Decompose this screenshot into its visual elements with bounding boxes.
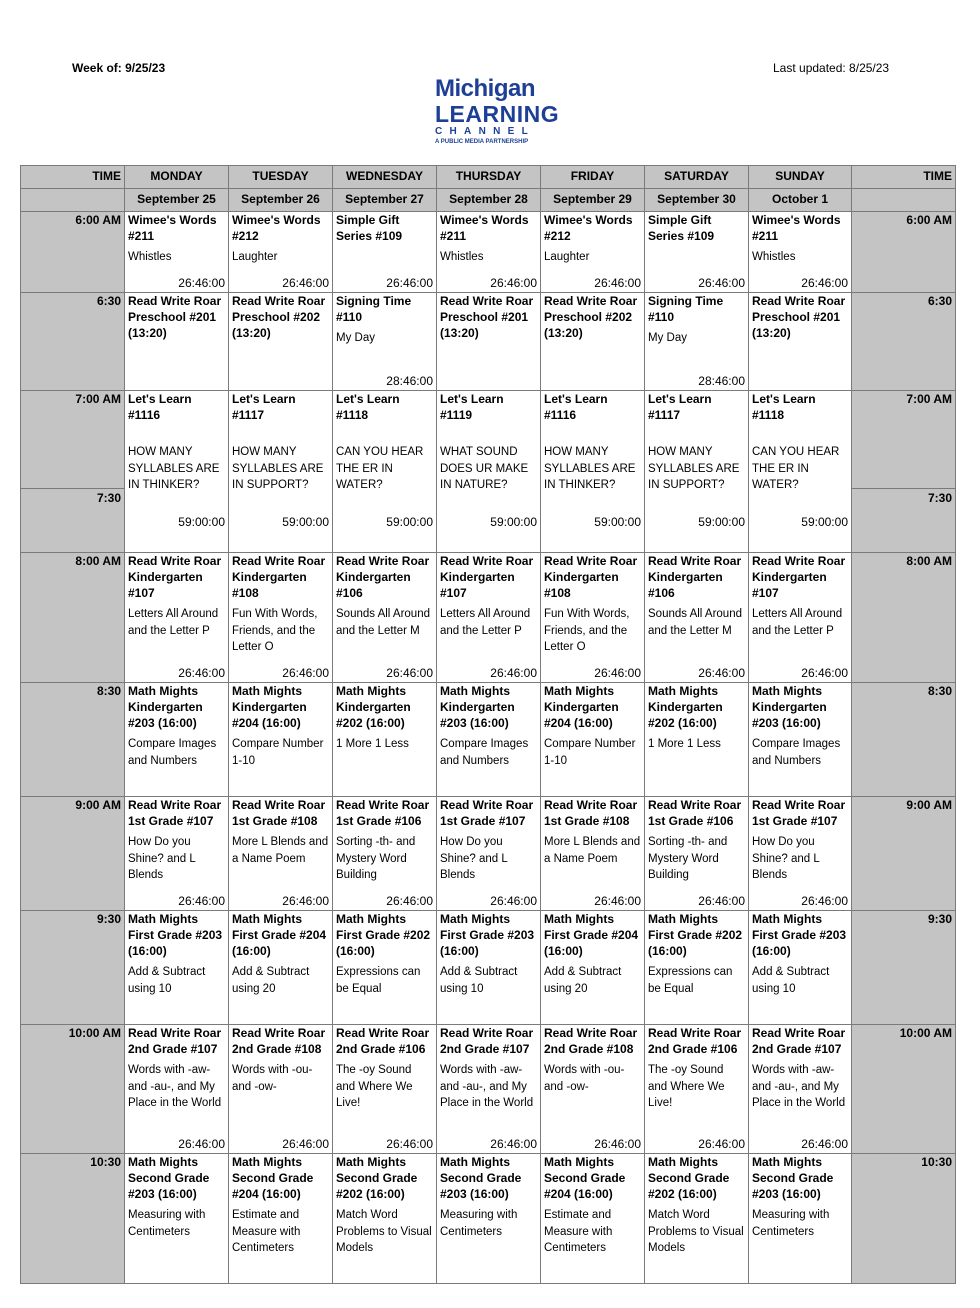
program-duration: 26:46:00 <box>594 894 641 908</box>
program-cell <box>541 1025 645 1154</box>
program-cell <box>125 1025 229 1154</box>
time-slot-right: 6:00 AM <box>852 212 956 293</box>
time-slot-label-half: 7:30 <box>96 491 121 505</box>
program-cell <box>125 293 229 391</box>
program-title: Read Write Roar Kindergarten #107 <box>752 554 846 600</box>
program-title: Read Write Roar 2nd Grade #107 <box>128 1026 222 1056</box>
day-header-friday: FRIDAY <box>541 166 645 189</box>
program-cell <box>437 293 541 391</box>
day-header-wednesday: WEDNESDAY <box>333 166 437 189</box>
program-title: Math Mights First Grade #202 (16:00) <box>648 912 743 958</box>
program-description: CAN YOU HEAR THE ER IN WATER? <box>752 446 840 491</box>
program-cell <box>749 212 852 293</box>
program-cell <box>749 293 852 391</box>
header-row-days <box>21 166 956 189</box>
date-header: October 1 <box>749 189 852 212</box>
program-title: Wimee's Words #212 <box>544 213 633 243</box>
schedule-row <box>21 293 956 391</box>
program-description: Expressions can be Equal <box>336 966 421 995</box>
schedule-row <box>21 553 956 683</box>
program-title: Math Mights Second Grade #202 (16:00) <box>648 1155 730 1201</box>
program-duration: 26:46:00 <box>490 894 537 908</box>
program-title: Wimee's Words #212 <box>232 213 321 243</box>
program-duration: 26:46:00 <box>178 1137 225 1151</box>
program-description: Compare Images and Numbers <box>440 738 529 767</box>
program-cell <box>541 391 645 553</box>
program-title: Wimee's Words #211 <box>128 213 217 243</box>
program-cell <box>749 1025 852 1154</box>
program-title: Let's Learn #1117 <box>648 392 712 422</box>
program-cell <box>333 293 437 391</box>
program-title: Read Write Roar 1st Grade #108 <box>232 798 326 828</box>
program-title: Read Write Roar 2nd Grade #108 <box>544 1026 638 1056</box>
program-duration: 26:46:00 <box>801 276 848 290</box>
program-duration: 26:46:00 <box>178 276 225 290</box>
program-description: Fun With Words, Friends, and the Letter O <box>544 608 630 653</box>
program-description: My Day <box>336 332 375 344</box>
program-cell <box>229 1025 333 1154</box>
program-cell <box>437 1025 541 1154</box>
schedule-row <box>21 683 956 797</box>
schedule-row <box>21 797 956 911</box>
program-title: Math Mights Second Grade #204 (16:00) <box>232 1155 314 1201</box>
program-description: Measuring with Centimeters <box>440 1209 518 1238</box>
program-description: Compare Images and Numbers <box>752 738 841 767</box>
program-cell <box>229 683 333 797</box>
program-duration: 59:00:00 <box>282 515 329 529</box>
time-slot-left: 9:00 AM <box>21 797 125 911</box>
program-description: My Day <box>648 332 687 344</box>
program-cell <box>749 1154 852 1284</box>
program-cell <box>333 391 437 553</box>
program-description: Sounds All Around and the Letter M <box>648 608 742 637</box>
program-duration: 26:46:00 <box>386 894 433 908</box>
program-duration: 59:00:00 <box>490 515 537 529</box>
date-header: September 27 <box>333 189 437 212</box>
program-duration: 26:46:00 <box>698 276 745 290</box>
program-description: Expressions can be Equal <box>648 966 733 995</box>
program-description: The -oy Sound and Where We Live! <box>648 1064 725 1109</box>
program-duration: 26:46:00 <box>594 1137 641 1151</box>
program-description: Whistles <box>752 251 796 263</box>
program-description: Laughter <box>544 251 590 263</box>
program-description: Add & Subtract using 10 <box>440 966 518 995</box>
time-slot-left: 9:30 <box>21 911 125 1025</box>
program-title: Math Mights First Grade #204 (16:00) <box>232 912 327 958</box>
program-description: Add & Subtract using 20 <box>232 966 310 995</box>
program-description: CAN YOU HEAR THE ER IN WATER? <box>336 446 424 491</box>
program-duration: 59:00:00 <box>178 515 225 529</box>
program-cell <box>229 293 333 391</box>
program-cell <box>645 911 749 1025</box>
program-cell <box>125 911 229 1025</box>
program-duration: 26:46:00 <box>386 666 433 680</box>
program-cell <box>749 911 852 1025</box>
program-cell <box>749 683 852 797</box>
program-title: Read Write Roar Preschool #202 (13:20) <box>232 294 326 340</box>
program-title: Read Write Roar 2nd Grade #108 <box>232 1026 326 1056</box>
program-title: Math Mights Kindergarten #204 (16:00) <box>232 684 307 730</box>
program-title: Let's Learn #1118 <box>336 392 400 422</box>
program-description: Whistles <box>440 251 484 263</box>
program-description: Sorting -th- and Mystery Word Building <box>648 836 728 881</box>
program-duration: 26:46:00 <box>698 1137 745 1151</box>
header-row-dates <box>21 189 956 212</box>
program-cell <box>125 391 229 553</box>
time-slot-right: 9:30 <box>852 911 956 1025</box>
program-description: Sorting -th- and Mystery Word Building <box>336 836 416 881</box>
program-title: Read Write Roar 1st Grade #107 <box>752 798 846 828</box>
program-title: Math Mights First Grade #203 (16:00) <box>128 912 223 958</box>
program-description: Words with -aw- and -au-, and My Place in the World <box>440 1064 534 1109</box>
program-title: Let's Learn #1119 <box>440 392 504 422</box>
schedule-row <box>21 911 956 1025</box>
program-title: Let's Learn #1116 <box>128 392 192 422</box>
program-description: Add & Subtract using 10 <box>752 966 830 995</box>
program-title: Math Mights Second Grade #202 (16:00) <box>336 1155 418 1201</box>
program-cell <box>541 1154 645 1284</box>
program-title: Read Write Roar 1st Grade #106 <box>648 798 742 828</box>
time-slot-right: 10:30 <box>852 1154 956 1284</box>
program-duration: 26:46:00 <box>490 276 537 290</box>
program-cell <box>645 391 749 553</box>
program-cell <box>437 391 541 553</box>
program-duration: 26:46:00 <box>386 276 433 290</box>
program-description: Measuring with Centimeters <box>128 1209 206 1238</box>
program-title: Math Mights Kindergarten #203 (16:00) <box>440 684 515 730</box>
program-description: Words with -aw- and -au-, and My Place in the World <box>752 1064 846 1109</box>
program-title: Let's Learn #1116 <box>544 392 608 422</box>
date-header: September 25 <box>125 189 229 212</box>
program-duration: 26:46:00 <box>801 1137 848 1151</box>
program-title: Read Write Roar Kindergarten #106 <box>648 554 742 600</box>
program-duration: 26:46:00 <box>801 894 848 908</box>
program-title: Let's Learn #1117 <box>232 392 296 422</box>
program-title: Read Write Roar Kindergarten #107 <box>128 554 222 600</box>
program-title: Math Mights First Grade #202 (16:00) <box>336 912 431 958</box>
time-header-right: TIME <box>852 166 956 189</box>
program-description: How Do you Shine? and L Blends <box>440 836 508 881</box>
program-description: Words with -ou- and -ow- <box>232 1064 313 1093</box>
logo-crescent-icon <box>392 75 436 155</box>
schedule-table <box>20 165 956 1284</box>
program-title: Read Write Roar Preschool #201 (13:20) <box>128 294 222 340</box>
time-slot-label: 7:00 AM <box>75 392 121 406</box>
logo-text-michigan: Michigan <box>435 75 536 102</box>
program-title: Read Write Roar 1st Grade #107 <box>440 798 534 828</box>
michigan-learning-channel-logo <box>392 75 562 155</box>
program-title: Read Write Roar 2nd Grade #107 <box>440 1026 534 1056</box>
time-slot-left: 6:30 <box>21 293 125 391</box>
day-header-sunday: SUNDAY <box>749 166 852 189</box>
program-title: Math Mights Second Grade #203 (16:00) <box>440 1155 522 1201</box>
program-description: More L Blends and a Name Poem <box>544 836 641 865</box>
time-slot-left: 10:00 AM <box>21 1025 125 1154</box>
time-slot-left: 10:30 <box>21 1154 125 1284</box>
program-cell <box>749 391 852 553</box>
program-description: Letters All Around and the Letter P <box>128 608 219 637</box>
schedule-row <box>21 1025 956 1154</box>
date-header: September 26 <box>229 189 333 212</box>
program-cell <box>645 212 749 293</box>
logo-text-partnership: A PUBLIC MEDIA PARTNERSHIP <box>435 139 529 145</box>
program-cell <box>333 797 437 911</box>
program-title: Read Write Roar 1st Grade #106 <box>336 798 430 828</box>
program-title: Read Write Roar Kindergarten #107 <box>440 554 534 600</box>
logo-text-learning: LEARNING <box>435 101 560 127</box>
program-cell <box>541 911 645 1025</box>
program-duration: 59:00:00 <box>594 515 641 529</box>
program-duration: 26:46:00 <box>698 894 745 908</box>
logo-text-channel: CHANNEL <box>435 126 535 137</box>
program-description: HOW MANY SYLLABLES ARE IN THINKER? <box>128 446 220 491</box>
program-description: Add & Subtract using 10 <box>128 966 206 995</box>
program-cell <box>229 797 333 911</box>
time-header-left-blank <box>21 189 125 212</box>
program-description: HOW MANY SYLLABLES ARE IN SUPPORT? <box>648 446 740 491</box>
program-duration: 28:46:00 <box>386 374 433 388</box>
program-title: Read Write Roar Kindergarten #108 <box>232 554 326 600</box>
program-description: Match Word Problems to Visual Models <box>648 1209 744 1254</box>
date-header: September 29 <box>541 189 645 212</box>
program-duration: 26:46:00 <box>490 666 537 680</box>
program-description: Match Word Problems to Visual Models <box>336 1209 432 1254</box>
last-updated-label: Last updated: 8/25/23 <box>773 61 890 75</box>
program-cell <box>333 1154 437 1284</box>
program-cell <box>333 212 437 293</box>
program-description: Words with -aw- and -au-, and My Place in the World <box>128 1064 222 1109</box>
program-description: The -oy Sound and Where We Live! <box>336 1064 413 1109</box>
program-title: Wimee's Words #211 <box>752 213 841 243</box>
time-slot-left: 8:30 <box>21 683 125 797</box>
time-header-right-blank <box>852 189 956 212</box>
program-description: How Do you Shine? and L Blends <box>128 836 196 881</box>
program-title: Simple Gift Series #109 <box>336 213 403 243</box>
schedule-row <box>21 212 956 293</box>
program-description: Measuring with Centimeters <box>752 1209 830 1238</box>
time-slot-right: 8:30 <box>852 683 956 797</box>
program-duration: 26:46:00 <box>178 894 225 908</box>
program-duration: 26:46:00 <box>594 276 641 290</box>
schedule-row <box>21 1154 956 1284</box>
program-cell <box>229 1154 333 1284</box>
program-description: 1 More 1 Less <box>648 738 721 750</box>
program-description: Letters All Around and the Letter P <box>752 608 843 637</box>
time-slot-right: 9:00 AM <box>852 797 956 911</box>
program-duration: 59:00:00 <box>698 515 745 529</box>
program-cell <box>541 212 645 293</box>
program-duration: 28:46:00 <box>698 374 745 388</box>
program-duration: 26:46:00 <box>490 1137 537 1151</box>
program-cell <box>541 683 645 797</box>
time-slot-left: 8:00 AM <box>21 553 125 683</box>
program-duration: 26:46:00 <box>594 666 641 680</box>
time-slot-right: 6:30 <box>852 293 956 391</box>
program-cell <box>645 1025 749 1154</box>
program-title: Read Write Roar 2nd Grade #106 <box>648 1026 742 1056</box>
program-description: Words with -ou- and -ow- <box>544 1064 625 1093</box>
program-description: HOW MANY SYLLABLES ARE IN THINKER? <box>544 446 636 491</box>
program-cell <box>437 212 541 293</box>
half-hour-divider <box>852 488 955 489</box>
program-cell <box>125 553 229 683</box>
time-slot-left <box>21 391 125 553</box>
time-slot-label: 7:00 AM <box>906 392 952 406</box>
program-cell <box>333 1025 437 1154</box>
program-title: Read Write Roar 2nd Grade #107 <box>752 1026 846 1056</box>
program-title: Read Write Roar 2nd Grade #106 <box>336 1026 430 1056</box>
program-description: Whistles <box>128 251 172 263</box>
program-cell <box>541 293 645 391</box>
program-duration: 26:46:00 <box>282 276 329 290</box>
program-title: Read Write Roar Kindergarten #106 <box>336 554 430 600</box>
program-cell <box>437 1154 541 1284</box>
day-header-tuesday: TUESDAY <box>229 166 333 189</box>
program-title: Simple Gift Series #109 <box>648 213 715 243</box>
day-header-saturday: SATURDAY <box>645 166 749 189</box>
program-cell <box>645 683 749 797</box>
program-duration: 26:46:00 <box>282 894 329 908</box>
program-description: 1 More 1 Less <box>336 738 409 750</box>
program-duration: 26:46:00 <box>801 666 848 680</box>
program-title: Math Mights First Grade #203 (16:00) <box>440 912 535 958</box>
program-duration: 59:00:00 <box>386 515 433 529</box>
program-cell <box>437 797 541 911</box>
program-title: Math Mights Second Grade #203 (16:00) <box>128 1155 210 1201</box>
program-cell <box>125 797 229 911</box>
program-cell <box>333 911 437 1025</box>
program-description: More L Blends and a Name Poem <box>232 836 329 865</box>
half-hour-divider <box>21 488 124 489</box>
program-description: Letters All Around and the Letter P <box>440 608 531 637</box>
program-title: Math Mights Second Grade #204 (16:00) <box>544 1155 626 1201</box>
program-title: Math Mights Kindergarten #204 (16:00) <box>544 684 619 730</box>
program-duration: 26:46:00 <box>282 666 329 680</box>
program-cell <box>645 797 749 911</box>
program-duration: 26:46:00 <box>282 1137 329 1151</box>
program-cell <box>125 1154 229 1284</box>
program-title: Read Write Roar Preschool #201 (13:20) <box>440 294 534 340</box>
program-description: HOW MANY SYLLABLES ARE IN SUPPORT? <box>232 446 324 491</box>
date-header: September 28 <box>437 189 541 212</box>
program-duration: 59:00:00 <box>801 515 848 529</box>
program-cell <box>229 553 333 683</box>
program-title: Signing Time #110 <box>648 294 724 324</box>
program-cell <box>749 553 852 683</box>
program-description: Sounds All Around and the Letter M <box>336 608 430 637</box>
program-description: WHAT SOUND DOES UR MAKE IN NATURE? <box>440 446 529 491</box>
program-cell <box>229 212 333 293</box>
program-title: Read Write Roar Kindergarten #108 <box>544 554 638 600</box>
program-title: Math Mights Second Grade #203 (16:00) <box>752 1155 834 1201</box>
program-description: Compare Number 1-10 <box>544 738 636 767</box>
program-cell <box>645 293 749 391</box>
program-title: Signing Time #110 <box>336 294 412 324</box>
program-cell <box>437 553 541 683</box>
program-title: Read Write Roar Preschool #202 (13:20) <box>544 294 638 340</box>
program-title: Wimee's Words #211 <box>440 213 529 243</box>
program-cell <box>229 391 333 553</box>
program-cell <box>541 797 645 911</box>
program-cell <box>645 1154 749 1284</box>
program-title: Math Mights Kindergarten #202 (16:00) <box>648 684 723 730</box>
program-title: Read Write Roar 1st Grade #108 <box>544 798 638 828</box>
program-description: Compare Number 1-10 <box>232 738 324 767</box>
time-slot-label-half: 7:30 <box>927 491 952 505</box>
program-description: Estimate and Measure with Centimeters <box>232 1209 301 1254</box>
program-title: Math Mights Kindergarten #203 (16:00) <box>752 684 827 730</box>
time-slot-right: 8:00 AM <box>852 553 956 683</box>
program-title: Let's Learn #1118 <box>752 392 816 422</box>
program-cell <box>749 797 852 911</box>
program-title: Math Mights First Grade #204 (16:00) <box>544 912 639 958</box>
program-duration: 26:46:00 <box>698 666 745 680</box>
program-duration: 26:46:00 <box>386 1137 433 1151</box>
time-slot-right: 10:00 AM <box>852 1025 956 1154</box>
program-cell <box>541 553 645 683</box>
schedule-row <box>21 391 956 553</box>
program-description: Add & Subtract using 20 <box>544 966 622 995</box>
program-cell <box>645 553 749 683</box>
program-title: Read Write Roar Preschool #201 (13:20) <box>752 294 846 340</box>
date-header: September 30 <box>645 189 749 212</box>
program-cell <box>229 911 333 1025</box>
program-description: How Do you Shine? and L Blends <box>752 836 820 881</box>
week-of-label: Week of: 9/25/23 <box>72 61 166 75</box>
program-cell <box>333 683 437 797</box>
program-title: Math Mights Kindergarten #202 (16:00) <box>336 684 411 730</box>
program-title: Math Mights First Grade #203 (16:00) <box>752 912 847 958</box>
program-cell <box>125 212 229 293</box>
program-description: Estimate and Measure with Centimeters <box>544 1209 613 1254</box>
program-description: Compare Images and Numbers <box>128 738 217 767</box>
program-cell <box>333 553 437 683</box>
program-cell <box>437 911 541 1025</box>
time-slot-right <box>852 391 956 553</box>
time-header-left: TIME <box>21 166 125 189</box>
program-duration: 26:46:00 <box>178 666 225 680</box>
program-title: Math Mights Kindergarten #203 (16:00) <box>128 684 203 730</box>
program-cell <box>125 683 229 797</box>
program-description: Fun With Words, Friends, and the Letter O <box>232 608 318 653</box>
program-description: Laughter <box>232 251 278 263</box>
day-header-thursday: THURSDAY <box>437 166 541 189</box>
day-header-monday: MONDAY <box>125 166 229 189</box>
time-slot-left: 6:00 AM <box>21 212 125 293</box>
program-cell <box>437 683 541 797</box>
program-title: Read Write Roar 1st Grade #107 <box>128 798 222 828</box>
